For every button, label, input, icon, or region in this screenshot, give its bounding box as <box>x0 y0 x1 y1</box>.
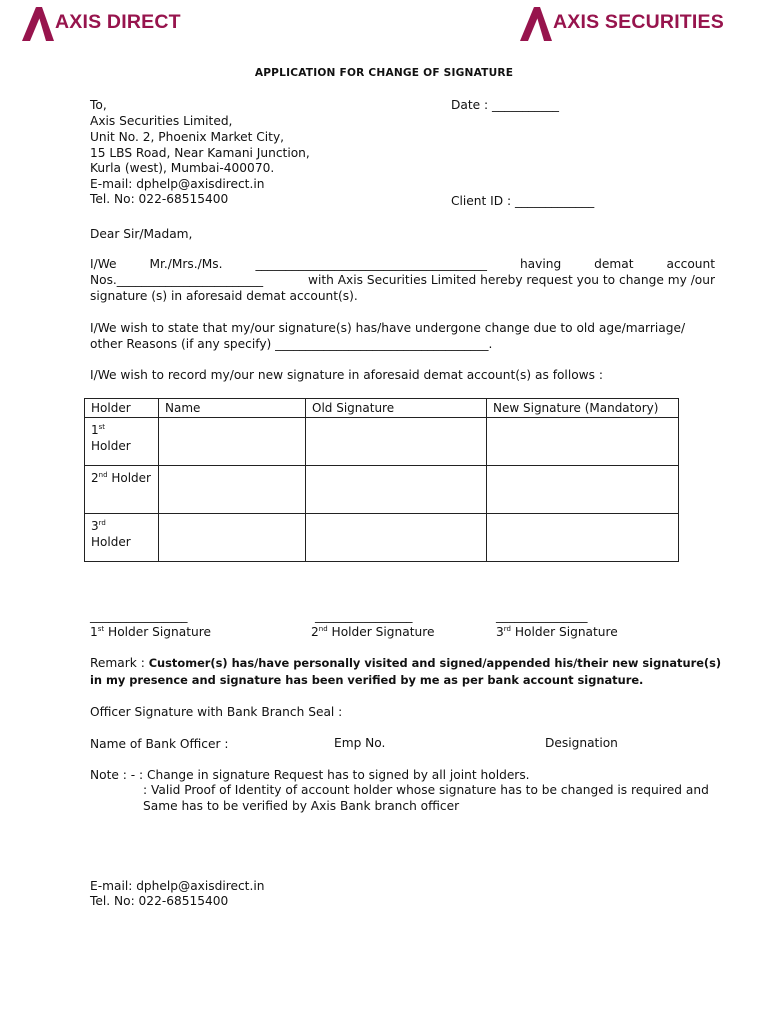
signature-label-3 <box>496 625 618 639</box>
axis-securities-logo <box>516 4 724 46</box>
signature-label-text: Holder Signature <box>331 625 435 640</box>
header-holder: Holder <box>85 399 159 418</box>
signature-label-text: Holder Signature <box>514 625 618 640</box>
holder-cell <box>85 466 159 514</box>
holder-number: 3 <box>91 519 99 533</box>
note-line3: Same has to be verified by Axis Bank branch officer <box>143 799 460 813</box>
table-row <box>85 418 679 466</box>
client-id-field: Client ID : _____________ <box>451 194 595 208</box>
axis-securities-logo-text: AXIS SECURITIES <box>553 10 724 33</box>
address-line4: Kurla (west), Mumbai-400070. <box>90 161 275 175</box>
address-line2: Unit No. 2, Phoenix Market City, <box>90 130 285 144</box>
old-signature-cell[interactable] <box>306 418 487 466</box>
holder-suffix: st <box>98 423 106 431</box>
name-cell[interactable] <box>159 466 306 514</box>
address-email: E-mail: dphelp@axisdirect.in <box>90 177 265 191</box>
signature-blank-1[interactable]: ________________ <box>90 609 188 623</box>
officer-seal-label: Officer Signature with Bank Branch Seal : <box>90 705 343 719</box>
signature-blank-2[interactable]: ________________ <box>315 609 413 623</box>
para1-nos-blank: Nos.________________________ <box>90 273 264 287</box>
para1-line2 <box>90 273 715 287</box>
note-line1: Note : - : Change in signature Request has to signed by all joint holders. <box>90 768 530 782</box>
address-tel: Tel. No: 022-68515400 <box>90 192 229 206</box>
holder-number: 2 <box>91 471 99 485</box>
ordinal-number: 1 <box>90 625 98 640</box>
name-cell[interactable] <box>159 514 306 562</box>
signature-label-2 <box>311 625 434 639</box>
emp-no-label: Emp No. <box>334 736 386 750</box>
ordinal-number: 2 <box>311 625 319 640</box>
holder-suffix: nd <box>98 471 108 479</box>
date-field: Date : ___________ <box>451 98 560 112</box>
holder-label: Holder <box>111 471 151 485</box>
para1-demat: demat <box>594 257 634 271</box>
new-signature-cell[interactable] <box>487 418 679 466</box>
ordinal-suffix: rd <box>503 625 511 633</box>
holder-label: Holder <box>91 439 131 453</box>
ordinal-suffix: st <box>97 625 105 633</box>
note-line2: : Valid Proof of Identity of account holder whose signature has to be changed is required and <box>143 783 709 797</box>
para1-iwe: I/We <box>90 257 117 271</box>
signature-label-1 <box>90 625 211 639</box>
para1-line3: signature (s) in aforesaid demat account(s). <box>90 289 358 303</box>
name-cell[interactable] <box>159 418 306 466</box>
remark-label: Remark : <box>90 656 149 670</box>
address-to: To, <box>90 98 107 112</box>
new-signature-cell[interactable] <box>487 466 679 514</box>
new-signature-cell[interactable] <box>487 514 679 562</box>
salutation: Dear Sir/Madam, <box>90 227 193 241</box>
header-new-signature: New Signature (Mandatory) <box>487 399 679 418</box>
axis-logo-icon <box>18 5 58 45</box>
holder-cell <box>85 418 159 466</box>
signature-label-text: Holder Signature <box>108 625 211 640</box>
old-signature-cell[interactable] <box>306 514 487 562</box>
remark-text: Customer(s) has/have personally visited and signed/appended his/their new signature(s) <box>148 656 722 670</box>
table-header-row <box>85 399 679 418</box>
ordinal-number: 3 <box>496 625 504 640</box>
designation-label: Designation <box>545 736 618 750</box>
remark-line2: in my presence and signature has been verified by me as per bank account signature. <box>90 673 644 687</box>
address-line1: Axis Securities Limited, <box>90 114 233 128</box>
para2-line1: I/We wish to state that my/our signature(s) has/have undergone change due to old age/marriage/ <box>90 321 686 335</box>
old-signature-cell[interactable] <box>306 466 487 514</box>
signature-blank-3[interactable]: _______________ <box>496 609 588 623</box>
remark-line1 <box>90 656 721 670</box>
axis-direct-logo <box>18 4 181 46</box>
bank-officer-name-label: Name of Bank Officer : <box>90 737 229 751</box>
header-name: Name <box>159 399 306 418</box>
footer-tel: Tel. No: 022-68515400 <box>90 894 229 908</box>
para2-line2: other Reasons (if any specify) ___________________________________. <box>90 337 493 351</box>
para1-title: Mr./Mrs./Ms. <box>149 257 223 271</box>
ordinal-suffix: nd <box>318 625 328 633</box>
holder-number: 1 <box>91 423 99 437</box>
table-row <box>85 466 679 514</box>
page-title: APPLICATION FOR CHANGE OF SIGNATURE <box>254 67 514 79</box>
para1-request: with Axis Securities Limited hereby request you to change my /our <box>307 273 715 287</box>
axis-logo-icon <box>516 5 556 45</box>
holder-label: Holder <box>91 535 131 549</box>
holder-cell <box>85 514 159 562</box>
para1-name-blank: ______________________________________ <box>255 257 487 271</box>
para1-line1 <box>90 257 715 271</box>
table-row <box>85 514 679 562</box>
para3: I/We wish to record my/our new signature in aforesaid demat account(s) as follows : <box>90 368 603 382</box>
signature-table <box>84 398 679 562</box>
holder-suffix: rd <box>98 519 106 527</box>
axis-direct-logo-text: AXIS DIRECT <box>55 10 181 33</box>
header-old-signature: Old Signature <box>306 399 487 418</box>
para1-having: having <box>519 257 562 271</box>
footer-email: E-mail: dphelp@axisdirect.in <box>90 879 265 893</box>
address-line3: 15 LBS Road, Near Kamani Junction, <box>90 146 310 160</box>
para1-account: account <box>666 257 716 271</box>
